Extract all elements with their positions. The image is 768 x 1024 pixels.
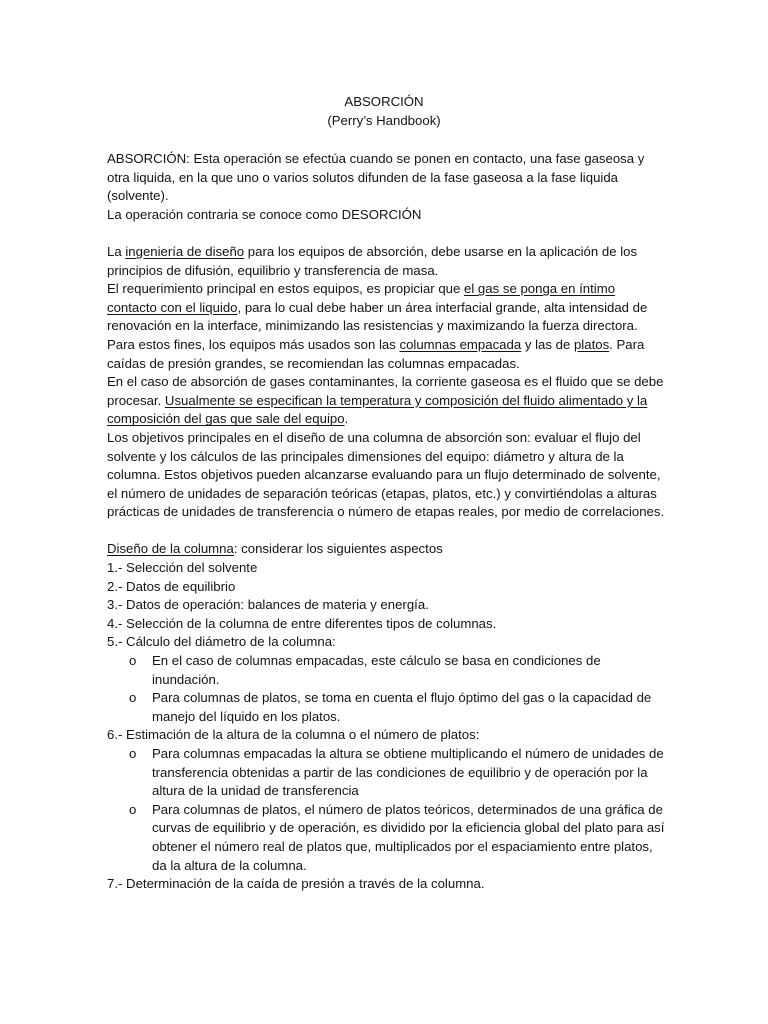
bullet-icon: o [129,653,137,669]
list-item: 1.- Selección del solvente [107,560,258,576]
objectives-paragraph: Los objetivos principales en el diseño de una columna de absorción son: evaluar el flujo del solvente y los cálculos de las principales dimensiones del equipo: diámetro y altura de la columna. Estos objetivos pueden alcanzarse evaluando para un flujo determinado de solvente, el número de unidades de separación teóricas (etapas, platos, etc.) y convirtiéndolas a alturas prácticas de unidades de transferencia o número de etapas reales, por medio de correlaciones. [107,429,665,520]
document-body [107,150,665,894]
list-item: 6.- Estimación de la altura de la columna o el número de platos: o Para columnas empacadas la altura se obtiene multiplicando el número de unidades de transferencia obtenidas a partir de las condiciones de equilibrio y de operación por la altura de la unidad de transferencia o Para columnas de platos, el número de platos teóricos, determinados de una gráfica de curvas de equilibrio y de operación, es dividido por la eficiencia global del plato para así obtener el número real de platos que, multiplicados por el espaciamiento entre platos, da la altura de la columna. [107,726,665,875]
sub-list-item: o Para columnas de platos, se toma en cuenta el flujo óptimo del gas o la capacidad de manejo del líquido en los platos. [129,690,652,724]
paragraph-spacer [107,224,665,243]
document-subtitle: (Perry’s Handbook) [327,112,441,128]
list-item: 5.- Cálculo del diámetro de la columna: o En el caso de columnas empacadas, este cálculo se basa en condiciones de inundación. o Para columnas de platos, se toma en cuenta el flujo óptimo del gas o la capacidad de manejo del líquido en los platos. [107,633,665,726]
list-item: 4.- Selección de la columna de entre diferentes tipos de columnas. [107,615,497,631]
sub-list-item: o Para columnas empacadas la altura se obtiene multiplicando el número de unidades de transferencia obtenidas a partir de las condiciones de equilibrio y de operación por la altura de la unidad de transferencia [129,746,664,799]
bullet-icon: o [129,746,137,761]
list-item: 7.- Determinación de la caída de presión a través de la columna. [107,876,485,892]
sub-list [107,652,665,726]
paragraph-spacer [107,522,665,541]
definition-paragraph: ABSORCIÓN: Esta operación se efectúa cuando se ponen en contacto, una fase gaseosa y otra liquida, en la que uno o varios solutos difunden de la fase gaseosa a la fase liquida (solvente). [107,151,645,204]
design-engineering-paragraph: La ingeniería de diseño para los equipos de absorción, debe usarse en la aplicación de los principios de difusión, equilibrio y transferencia de masa. [107,243,638,278]
bullet-icon: o [129,690,137,706]
bullet-icon: o [129,801,137,817]
document-header [0,93,768,130]
design-aspects-list [107,559,665,894]
sub-list-item: o Para columnas de platos, el número de platos teóricos, determinados de una gráfica de curvas de equilibrio y de operación, es dividido por la eficiencia global del plato para así obtener el número real de platos que, multiplicados por el espaciamiento entre platos, da la altura de la columna. [129,801,665,873]
list-item: 2.- Datos de equilibrio [107,578,236,594]
underlined-phrase: columnas empacada [399,336,522,352]
desorption-paragraph: La operación contraria se conoce como DESORCIÓN [107,206,422,222]
sub-list [107,745,665,875]
underlined-phrase: Diseño de la columna [107,541,234,557]
main-requirement-paragraph: El requerimiento principal en estos equipos, es propiciar que el gas se ponga en íntimo contacto con el liquido, para lo cual debe haber un área interfacial grande, alta intensidad de renovación en la interface, minimizando las resistencias y maximizando la fuerza directora. Para estos fines, los equipos más usados son las columnas empacada y las de platos. Para caídas de presión grandes, se recomiendan las columnas empacadas. [107,281,648,371]
underlined-phrase: ingeniería de diseño [125,243,245,259]
list-item: 3.- Datos de operación: balances de materia y energía. [107,597,429,613]
column-design-heading: Diseño de la columna: considerar los siguientes aspectos [107,541,443,557]
document-title: ABSORCIÓN [344,94,424,109]
contaminant-gases-paragraph: En el caso de absorción de gases contaminantes, la corriente gaseosa es el fluido que se debe procesar. Usualmente se especifican la temperatura y composición del fluido alimentado y la composición del gas que sale del equipo. [107,374,664,427]
underlined-phrase: platos [573,336,610,352]
underlined-phrase: Usualmente se especifican la temperatura y composición del fluido alimentado y la composición del gas que sale del equipo [107,392,648,427]
underlined-phrase: el gas se ponga en íntimo contacto con el liquido [107,281,616,315]
sub-list-item: o En el caso de columnas empacadas, este cálculo se basa en condiciones de inundación. [129,653,601,687]
